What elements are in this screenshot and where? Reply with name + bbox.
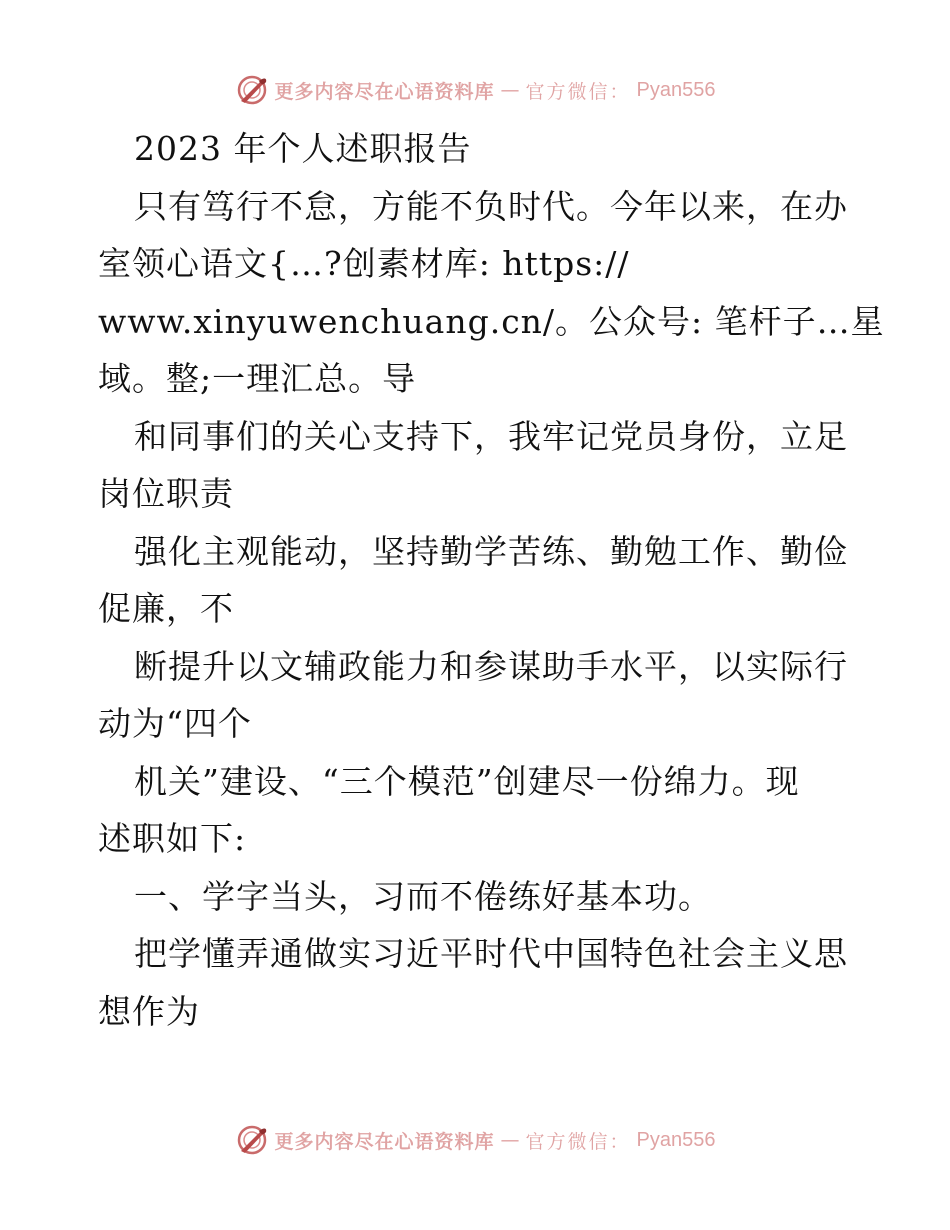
watermark-wechat-id: Pyan556 xyxy=(636,78,716,101)
text-line: 促廉，不 xyxy=(98,589,234,628)
text-line: 把学懂弄通做实习近平时代中国特色社会主义思 xyxy=(134,934,848,973)
text-line: 动为“四个 xyxy=(98,704,252,743)
text-line: 域。整;一理汇总。导 xyxy=(98,359,417,398)
text-line: 述职如下: xyxy=(98,819,247,858)
watermark-wechat-id: Pyan556 xyxy=(636,1128,716,1151)
watermark-brand-text: 更多内容尽在心语资料库 xyxy=(274,80,495,103)
watermark-wechat-label: 官方微信： xyxy=(525,80,631,103)
quill-seal-logo-icon xyxy=(235,1123,269,1157)
watermark-wechat-label: 官方微信： xyxy=(525,1130,631,1153)
text-line: 断提升以文辅政能力和参谋助手水平，以实际行 xyxy=(134,646,848,686)
text-line: 机关”建设、“三个模范”创建尽一份绵力。现 xyxy=(134,761,800,801)
text-line: www.xinyuwenchuang.cn/。公众号: 笔杆子…星 xyxy=(98,301,885,341)
text-line: 室领心语文{…?创素材库: https:// xyxy=(98,244,630,283)
text-line: 只有笃行不怠，方能不负时代。今年以来，在办 xyxy=(134,186,848,226)
footer-watermark xyxy=(0,1120,950,1160)
document-body xyxy=(98,120,885,1040)
header-watermark xyxy=(0,70,950,110)
section-heading: 一、学字当头，习而不倦练好基本功。 xyxy=(134,876,712,916)
document-title: 2023 年个人述职报告 xyxy=(134,129,472,168)
watermark-separator: — xyxy=(500,1129,520,1151)
text-line: 和同事们的关心支持下，我牢记党员身份，立足 xyxy=(134,416,848,456)
text-line: 岗位职责 xyxy=(98,474,234,513)
text-line: 想作为 xyxy=(98,991,200,1031)
watermark-brand-text: 更多内容尽在心语资料库 xyxy=(274,1130,495,1153)
quill-seal-logo-icon xyxy=(235,73,269,107)
text-line: 强化主观能动，坚持勤学苦练、勤勉工作、勤俭 xyxy=(134,531,848,571)
watermark-separator: — xyxy=(500,79,520,101)
